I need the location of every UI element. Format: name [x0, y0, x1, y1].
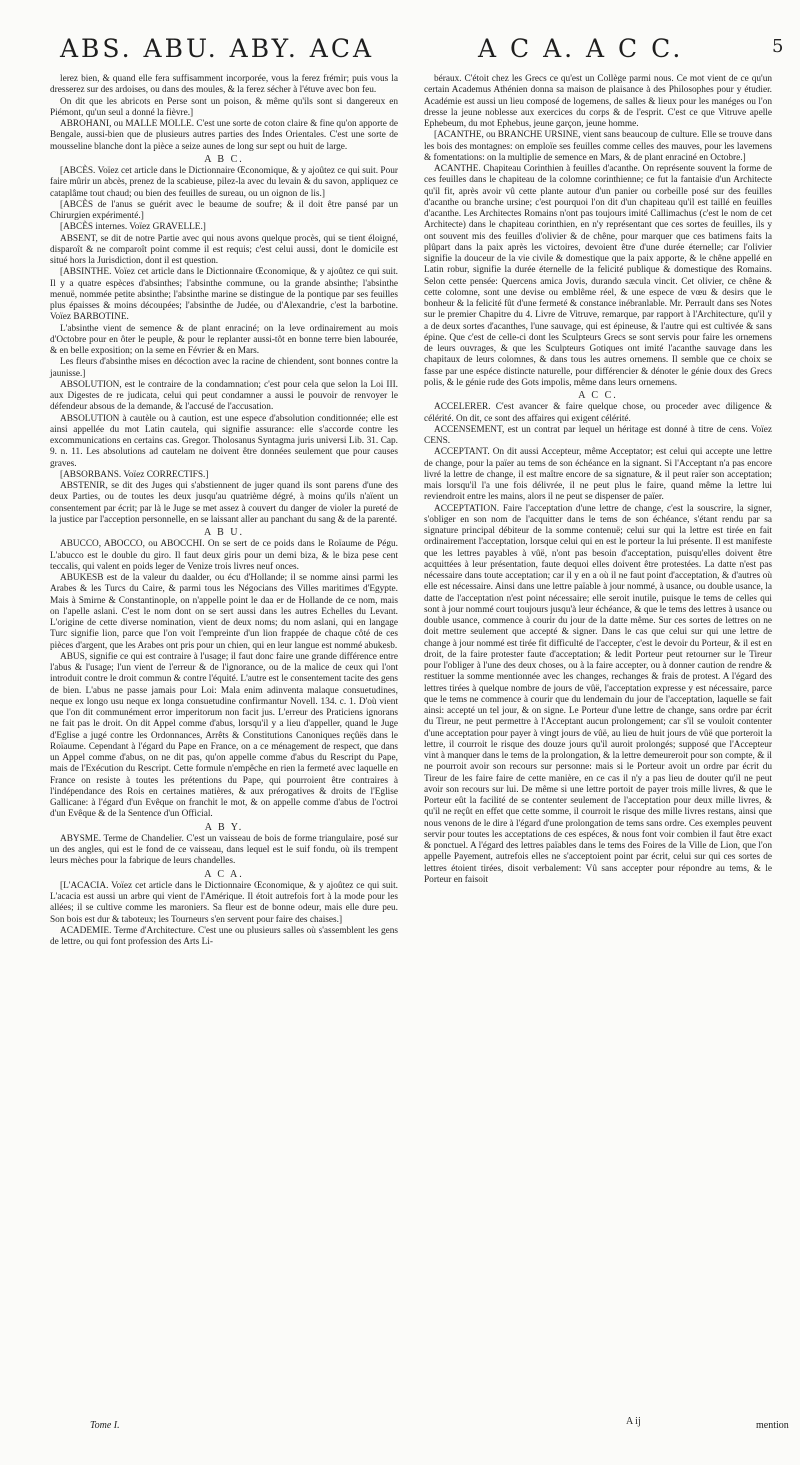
dictionary-entry: ABSTENIR, se dit des Juges qui s'abstiennent de juger quand ils sont parens d'une des deux Parties, ou de toutes les deux jusqu'au quatrième dégré, à moins qu'ils n'aïent un consentement par écrit; par là le Juge se met assez à couvert du danger de violer la pureté de la justice par l'acception personnelle, en se laissant aller au panchant du sang & de la parenté.	[50, 481, 398, 525]
section-heading: A C C.	[578, 390, 618, 401]
dictionary-entry: On dit que les abricots en Perse sont un poison, & même qu'ils sont si dangereux en Piémont, qu'un seul a donné la fièvre.]	[50, 96, 398, 118]
dictionary-entry: [L'ACACIA. Voïez cet article dans le Dictionnaire Œconomique, & y ajoûtez ce qui suit. L'acacia est aussi un arbre qui vient de l'Amérique. Il étoit autrefois fort à la mode pour les allées; il se cultive comme les maroniers. Sa fleur est de bonne odeur, mais elle dure peu. Son bois est dur & taboteux; les Tourneurs s'en servent pour faire des chaises.]	[50, 880, 398, 925]
running-header-right: A C A. A C C.	[478, 34, 684, 63]
dictionary-entry: [ABCÈS de l'anus se guérit avec le beaume de soufre; & il doit être pansé par un Chirurgien expérimenté.]	[50, 199, 398, 221]
section-heading: A C A.	[204, 868, 244, 880]
dictionary-entry: ABUKESB est de la valeur du daalder, ou écu d'Hollande; il se nomme ainsi parmi les Arabes & les Turcs du Caire, & parmi tous les Négocians des Villes maritimes d'Egypte. Mais à Smirne & Constantinople, on n'appelle point le daa er de Hollande de ce nom, mais on l'apelle aslani. C'est le nom dont on se sert aussi dans les autres Echelles du Levant. L'origine de cette diverse nomination, vient de deux noms; du nom aslani, qui en langage Turc signifie lion, parce que l'on voit l'empreinte d'un lion frappée de chaque côté de ces pièces d'argent, que les Arabes ont pris pour un chien, qui en leur langue est nommé abukesb.	[50, 573, 398, 651]
right-column	[424, 74, 772, 886]
dictionary-entry: ACANTHE. Chapiteau Corinthien à feuilles d'acanthe. On représente souvent la forme de ces feuilles dans le chapiteau de la colomne corinthienne; ce fut la fantaisie d'un Architecte qu'il fit, après avoir vû cette plante autour d'un panier ou corbeille posé sur des feuilles d'acanthe ou branche ursine; c'est pourquoi l'on dit d'un chapiteau qu'il est taillé en feuilles d'acanthe. Les Architectes Romains n'ont pas toujours imité Callimachus (c'est le nom de cet Architecte) dans le chapiteau corinthien, en n'y représentant que ces sortes de feuilles, ils y ont souvent mis des feuilles d'olivier & de chêne, pour marquer que ces batimens faits la plûpart dans la paix après les victoires, devoient être d'une durée éternelle; car l'olivier signifie la douceur de la vie civile & domestique que la paix apporte, & le chêne appellé en Latin robur, signifie la durée éternelle de la felicité publique & domestique des Romains. Selon cette pensée: Quercens amica Jovis, durando sæcula vincit. Cet olivier, ce chêne & cette colomne, sont une devise ou emblême réel, & une espece de vœu & desirs que le bonheur & la felicité fût d'une fermeté & constance inébranlable. Mr. Perrault dans ses Notes sur le premier Chapitre du 4. Livre de Vitruve, remarque, par rapport à l'Architecture, qu'il y a de deux sortes d'acanthes, l'une sauvage, qui est épineuse, & l'autre qui est cultivée & sans épine. Que c'est de celle-ci dont les Sculpteurs Grecs se sont servis pour faire les ornemens de leurs ouvrages, & que les Sculpteurs Gotiques ont imité l'acanthe sauvage dans les chapitaux de leurs colomnes, & dans tous les autres ornemens. Il semble que ce choix se fasse par une espéce distincte naturelle, pour différencier & dénoter le génie doux des Grecs polis, & le génie rude des Gots impolis, même dans leurs ornemens.	[424, 164, 772, 388]
dictionary-entry: [ABCÈS. Voïez cet article dans le Dictionnaire Œconomique, & y ajoûtez ce qui suit. Pour faire mûrir un abcès, prenez de la scabieuse, pilez-la avec du levain & du savon, appliquez ce cataplâme tout chaud; ou bien des feuilles de sureau, ou un oignon de lis.]	[50, 166, 398, 199]
dictionary-entry: ABROHANI, ou MALLE MOLLE. C'est une sorte de coton claire & fine qu'on apporte de Bengale, aussi-bien que de plusieurs autres parties des Indes Orientales. C'est une sorte de mousseline blanche dont la pièce a seize aunes de long sur sept ou huit de large.	[50, 119, 398, 152]
section-heading: A B C.	[204, 153, 244, 165]
dictionary-entry: [ABCÈS internes. Voïez GRAVELLE.]	[60, 222, 206, 233]
dictionary-entry: ABUCCO, ABOCCO, ou ABOCCHI. On se sert de ce poids dans le Roïaume de Pégu. L'abucco est le double du giro. Il faut deux giris pour un demi biza, & le biza pese cent teccalis, qui valent en poids leger de Venize trois livres neuf onces.	[50, 539, 398, 572]
page-number: 5	[772, 36, 784, 57]
dictionary-entry: ACCEPTANT. On dit aussi Accepteur, même Acceptator; est celui qui accepte une lettre de change, pour la païer au tems de son échéance en la signant. Si l'Acceptant n'a pas encore livré la lettre de change, il est maître encore de sa signature, & il peut raïer son acceptation; mais lorsqu'il l'a une fois délivrée, il ne peut plus le faire, quand même la lettre lui reviendroit entre les mains, alors il ne peut se dispenser de païer.	[424, 447, 772, 503]
dictionary-entry: ACCEPTATION. Faire l'acceptation d'une lettre de change, c'est la souscrire, la signer, s'obliger en son nom de l'acquitter dans le tems de son échéance, s'étant rendu par sa signature principal débiteur de la somme contenuë; celui sur qui la lettre est tirée en fait ordinairement l'acceptation, lorsque celui qui en est le porteur la lui présente. Il est manifeste que les lettres payables à vûë, n'ont pas besoin d'acceptation, puisqu'elles doivent être acquittées à leur présentation, faute dequoi elles doivent être protestées. La datte n'est pas nécessaire dans toute acceptation; car il y en a où il ne faut point d'acceptation, & d'autres où elle est nécessaire. Ainsi dans une lettre païable à jour nommé, à usance, ou double usance, la datte de l'acceptation n'est point nécessaire; elle seroit inutile, puisque le tems de celles qui sont à jour nommé court toujours jusqu'à leur échéance, & que le tems des lettres à usance ou double usance, commence à courir du jour de la datte même. Sur ces sortes de lettres on ne doit mettre seulement que accepté & signer. Dans le cas que celui sur qui une lettre de change à jour nommé est tirée fit difficulté de l'accepter, c'est le devoir du Porteur, & il est en droit, de la faire protester faute d'acceptation; & ledit Porteur peut retourner sur le Tireur pour l'obliger à l'une des deux choses, ou à la faire accepter, ou à donner caution de rendre & restituer la somme mentionnée avec les changes, rechanges & frais de protest. A l'égard des lettres tirées à quelque nombre de jours de vûë, l'acceptation expresse y est nécessaire, parce que le tems ne commence à courir que du lendemain du jour de l'acceptation, laquelle se fait ainsi: accepté un tel jour, & on signe. Le Porteur d'une lettre de change, sans ordre par écrit du Tireur, ne peut permettre à l'Acceptant aucun prolongement; car s'il se vouloit contenter d'une acceptation pour payer à vingt jours de vûë, au lieu de huit jours de vûë que porteroit la lettre, il courroit le risque des douze jours qu'il auroit prolongés; supposé que l'Accepteur vint à manquer dans le tems de la prolongation, & la lettre demeureroit pour son compte, & il ne pourroit avoir son recours sur personne: mais si le Porteur avoit un ordre par écrit du Tireur de les faire faire de cette manière, en ce cas il n'y a pas lieu de douter qu'il ne peut avoir son recours sur lui. De même si une lettre portoit de payer trois mille livres, & que le Porteur eût la facilité de se contenter seulement de l'acceptation pour deux mille livres, & qu'il ne reçût en effet que cette somme, il courroit le risque des mille livres restans, ainsi que nous venons de le dire à l'égard d'une prolongation de tems sans ordre. Ces exemples peuvent servir pour toutes les acceptations de ces espéces, & nous font voir combien il faut être exact & ponctuel. A l'égard des lettres païables dans le tems des Foires de la Ville de Lion, que l'on appelle Payement, autrefois elles ne s'acceptoient point par écrit, celui sur qui ces sortes de lettres étoient tirées, disoit verbalement: Vû sans accepter pour répondre au tems, & le Porteur en faisoit	[424, 503, 772, 885]
dictionary-entry: ABSOLUTION à cautèle ou à caution, est une espece d'absolution conditionnée; elle est ainsi appellée du mot Latin cautela, qui signifie assurance: elle s'accorde contre les excommunications en certains cas. Gregor. Tholosanus Syntagma juris universi Lib. 31. Cap. 9. n. 11. Les absolutions ad cautelam ne doivent être données seulement que pour causes graves.	[50, 413, 398, 469]
signature-mark: A ij	[626, 1416, 641, 1427]
dictionary-entry: [ACANTHE, ou BRANCHE URSINE, vient sans beaucoup de culture. Elle se trouve dans les bois des montagnes: on emploïe ses feuilles comme celles des mauves, pour les lavemens & fomentations: on la multiplie de semence en Mars, & de plant enraciné en Octobre.]	[424, 130, 772, 163]
dictionary-entry: ACCELERER. C'est avancer & faire quelque chose, ou proceder avec diligence & célérité. On dit, ce sont des affaires qui exigent célérité.	[424, 402, 772, 424]
dictionary-entry: ABUS, signifie ce qui est contraire à l'usage; il faut donc faire une grande différence entre l'abus & l'usage; l'un vient de l'erreur & de l'ignorance, ou de la malice de ceux qui l'ont introduit contre le droit commun & contre l'équité. L'autre est le consentement tacite des gens de bien. L'abus ne passe jamais pour Loi: Mala enim adinventa malaque consuetudines, neque ex longo usu neque ex longa consuetudine confirmantur Novell. 134. c. 1. D'où vient que l'on dit communément error imperitorum non facit jus. L'erreur des Praticiens ignorans ne fait pas le droit. On dit Appel comme d'abus, lorsqu'il y a lieu d'appeller, quand le Juge d'Eglise a jugé contre les Ordonnances, Arrêts & Constitutions Canoniques reçûës dans le Roïaume. Cependant à l'égard du Pape en France, on a ce ménagement de respect, que dans un Appel comme d'abus, on ne dit pas, qu'on appelle comme d'abus du Rescript du Pape, mais de l'Exécution du Rescript. Cette formule n'empêche en rien la fermeté avec laquelle en France on resiste à toutes les prétentions du Pape, qui pourroient être contraires à l'indépendance des Rois en certaines matières, & aux prérogatives & droits de l'Eglise Gallicane: à l'égard d'un Evêque on franchit le mot, & on appelle comme d'abus de l'octroi d'un Evêque & de la Sentence d'un Official.	[50, 651, 398, 820]
dictionary-entry: ACADEMIE. Terme d'Architecture. C'est une ou plusieurs salles où s'assemblent les gens de lettre, ou qui font profession des Arts Li-	[50, 925, 398, 947]
dictionary-entry: ABSENT, se dit de notre Partie avec qui nous avons quelque procès, qui se tient éloigné, disparoît & ne comparoît point comme il est requis; c'est celui aussi, dont le domicile est situé hors la Jurisdiction, dont il est question.	[50, 233, 398, 266]
section-heading: A B U.	[203, 527, 245, 538]
catchword: mention	[756, 1420, 789, 1431]
running-header-left: ABS. ABU. ABY. ACA	[60, 34, 375, 63]
dictionary-entry: ABYSME. Terme de Chandelier. C'est un vaisseau de bois de forme triangulaire, posé sur un des angles, qui est le fond de ce vaisseau, dans lequel est le suif fondu, où ils trempent leurs mèches pour la fabrique de leurs chandelles.	[50, 833, 398, 867]
volume-label: Tome I.	[90, 1420, 120, 1431]
dictionary-entry: lerez bien, & quand elle fera suffisamment incorporée, vous la ferez frémir; puis vous la dresserez sur des ardoises, ou dans des moules, & la ferez sécher à l'étuve avec bon feu.	[50, 74, 398, 96]
dictionary-entry: [ABSINTHE. Voïez cet article dans le Dictionnaire Œconomique, & y ajoûtez ce qui suit. Il y a quatre espèces d'absinthes; l'absinthe commune, ou la grande absinthe; l'absinthe menuë, nommée petite absinthe; l'absinthe marine se distingue de la pontique par ses feuilles plus épaisses & moins découpées; l'absinthe de Judée, ou d'Alexandrie, c'est la barbotine. Voïez BARBOTINE.	[50, 267, 398, 323]
left-column	[50, 74, 398, 948]
dictionary-entry: ACCENSEMENT, est un contrat par lequel un héritage est donné à titre de cens. Voïez CENS.	[424, 424, 772, 446]
section-heading: A B Y.	[204, 821, 244, 833]
dictionary-entry: Les fleurs d'absinthe mises en décoction avec la racine de chiendent, sont bonnes contre la jaunisse.]	[50, 357, 398, 379]
dictionary-entry: [ABSORBANS. Voïez CORRECTIFS.]	[60, 469, 209, 480]
dictionary-entry: béraux. C'étoit chez les Grecs ce qu'est un Collège parmi nous. Ce mot vient de ce qu'un certain Academus Athénien donna sa maison de plaisance à des Philosophes pour y étudier. Académie est aussi un lieu composé de logemens, de salles & lieux pour les manéges ou l'on dresse la jeune noblesse aux exercices du corps & de l'esprit. C'est ce que Vitruve apelle Ephebeum, du mot Ephebus, jeune garçon, jeune homme.	[424, 74, 772, 129]
dictionary-entry: ABSOLUTION, est le contraire de la condamnation; c'est pour cela que selon la Loi III. aux Digestes de re judicata, celui qui peut condamner a aussi le pouvoir de renvoyer le défendeur absous de la demande, & l'accusé de l'accusation.	[50, 379, 398, 413]
dictionary-entry: L'absinthe vient de semence & de plant enraciné; on la leve ordinairement au mois d'Octobre pour en ôter le peuple, & pour le replanter aussi-tôt en bonne terre bien labourée, & en belle exposition; on la seme en Février & en Mars.	[50, 323, 398, 356]
